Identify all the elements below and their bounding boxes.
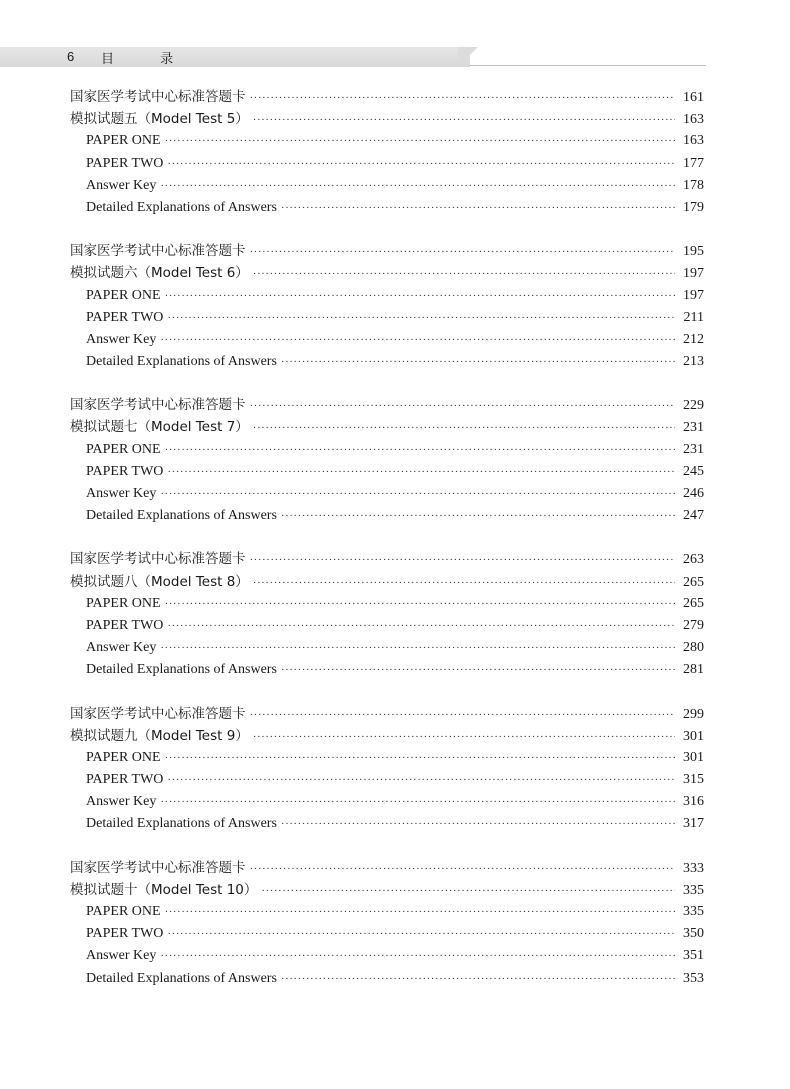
dot-leader bbox=[250, 395, 676, 417]
toc-entry-subitem[interactable] bbox=[70, 901, 704, 923]
toc-page-number: 279 bbox=[683, 617, 704, 633]
toc-entry-answer-card[interactable] bbox=[70, 703, 704, 725]
toc-entry-label: PAPER TWO bbox=[86, 155, 164, 171]
toc-section bbox=[70, 394, 704, 527]
toc-entry-subitem[interactable] bbox=[70, 923, 704, 945]
toc-entry-label: PAPER ONE bbox=[86, 749, 161, 765]
dot-leader bbox=[253, 109, 675, 131]
toc-entry-label: PAPER ONE bbox=[86, 904, 161, 919]
toc-entry-label: 模拟试题九（Model Test 9） bbox=[70, 727, 249, 744]
toc-entry-answer-card[interactable] bbox=[70, 86, 704, 108]
toc-entry-label: Detailed Explanations of Answers bbox=[86, 354, 277, 370]
toc-entry-subitem[interactable] bbox=[70, 593, 704, 615]
toc-entry-label: Detailed Explanations of Answers bbox=[86, 662, 277, 678]
toc-entry-label: PAPER TWO bbox=[86, 772, 164, 788]
toc-entry-subitem[interactable] bbox=[70, 813, 704, 835]
toc-page-number: 280 bbox=[683, 640, 704, 656]
toc-entry-answer-card[interactable] bbox=[70, 394, 704, 416]
toc-page-number: 299 bbox=[683, 706, 704, 722]
toc-entry-label: 国家医学考试中心标准答题卡 bbox=[70, 89, 246, 105]
toc-page-number: 231 bbox=[683, 420, 704, 436]
dot-leader bbox=[165, 747, 675, 769]
toc-entry-label: 模拟试题十（Model Test 10） bbox=[70, 881, 258, 898]
toc-entry-answer-card[interactable] bbox=[70, 240, 704, 262]
dot-leader bbox=[281, 813, 675, 835]
toc-entry-label: 国家医学考试中心标准答题卡 bbox=[70, 859, 246, 876]
toc-entry-subitem[interactable] bbox=[70, 153, 704, 175]
toc-entry-subitem[interactable] bbox=[70, 439, 704, 461]
dot-leader bbox=[253, 572, 675, 594]
toc-entry-label: Answer Key bbox=[86, 948, 157, 964]
toc-page-number: 178 bbox=[683, 177, 704, 193]
toc-entry-label: Answer Key bbox=[86, 486, 157, 501]
dot-leader bbox=[261, 880, 675, 902]
header-title: 目 录 bbox=[101, 52, 195, 67]
toc-entry-label: 模拟试题五（Model Test 5） bbox=[70, 111, 249, 128]
toc-page-number: 281 bbox=[683, 662, 704, 678]
dot-leader bbox=[160, 483, 675, 505]
dot-leader bbox=[253, 263, 675, 285]
dot-leader bbox=[165, 130, 675, 152]
toc-entry-subitem[interactable] bbox=[70, 769, 704, 791]
toc-entry-label: Answer Key bbox=[86, 177, 157, 193]
toc-page-number: 246 bbox=[683, 486, 704, 501]
toc-entry-subitem[interactable] bbox=[70, 659, 704, 681]
toc-entry-model-test[interactable] bbox=[70, 416, 704, 438]
toc-page-number: 265 bbox=[683, 574, 704, 590]
toc-entry-label: PAPER ONE bbox=[86, 287, 161, 303]
toc-page-number: 163 bbox=[683, 112, 704, 128]
toc-entry-label: Answer Key bbox=[86, 640, 157, 656]
dot-leader bbox=[165, 439, 675, 461]
toc-section bbox=[70, 240, 704, 373]
toc-page-number: 195 bbox=[683, 244, 704, 260]
toc-entry-label: 模拟试题七（Model Test 7） bbox=[70, 419, 249, 436]
toc-entry-subitem[interactable] bbox=[70, 747, 704, 769]
toc-entry-subitem[interactable] bbox=[70, 483, 704, 505]
toc-page-number: 301 bbox=[683, 749, 704, 765]
toc-page-number: 335 bbox=[683, 882, 704, 898]
toc-entry-model-test[interactable] bbox=[70, 571, 704, 593]
toc-entry-label: PAPER TWO bbox=[86, 617, 164, 633]
dot-leader bbox=[281, 197, 675, 219]
dot-leader bbox=[167, 153, 675, 175]
toc-page-number: 351 bbox=[683, 948, 704, 964]
dot-leader bbox=[281, 351, 675, 373]
toc-entry-subitem[interactable] bbox=[70, 130, 704, 152]
toc-entry-label: Detailed Explanations of Answers bbox=[86, 816, 277, 832]
table-of-contents bbox=[70, 86, 704, 1011]
toc-page-number: 229 bbox=[683, 398, 704, 414]
toc-entry-subitem[interactable] bbox=[70, 615, 704, 637]
dot-leader bbox=[250, 704, 676, 726]
dot-leader bbox=[250, 858, 676, 880]
toc-page-number: 197 bbox=[683, 287, 704, 303]
toc-entry-subitem[interactable] bbox=[70, 175, 704, 197]
dot-leader bbox=[160, 637, 675, 659]
toc-entry-subitem[interactable] bbox=[70, 351, 704, 373]
toc-entry-label: 国家医学考试中心标准答题卡 bbox=[70, 243, 246, 260]
dot-leader bbox=[250, 549, 676, 571]
dot-leader bbox=[167, 615, 675, 637]
dot-leader bbox=[167, 923, 675, 945]
dot-leader bbox=[250, 241, 676, 263]
toc-page-number: 177 bbox=[683, 155, 704, 171]
toc-section bbox=[70, 86, 704, 219]
header-band-tail bbox=[458, 47, 478, 67]
toc-page-number: 335 bbox=[683, 904, 704, 919]
toc-entry-label: PAPER TWO bbox=[86, 926, 164, 942]
toc-entry-label: PAPER TWO bbox=[86, 309, 164, 325]
dot-leader bbox=[253, 726, 675, 748]
toc-page-number: 301 bbox=[683, 728, 704, 744]
dot-leader bbox=[160, 175, 675, 197]
toc-entry-subitem[interactable] bbox=[70, 637, 704, 659]
toc-entry-model-test[interactable] bbox=[70, 108, 704, 130]
dot-leader bbox=[160, 945, 675, 967]
dot-leader bbox=[165, 593, 675, 615]
toc-entry-subitem[interactable] bbox=[70, 307, 704, 329]
dot-leader bbox=[281, 505, 675, 527]
toc-entry-label: Answer Key bbox=[86, 331, 157, 347]
toc-page-number: 245 bbox=[683, 463, 704, 479]
toc-page-number: 263 bbox=[683, 552, 704, 568]
toc-page-number: 316 bbox=[683, 794, 704, 810]
toc-entry-label: 国家医学考试中心标准答题卡 bbox=[70, 397, 246, 414]
toc-entry-subitem[interactable] bbox=[70, 285, 704, 307]
toc-entry-model-test[interactable] bbox=[70, 262, 704, 284]
toc-entry-label: Detailed Explanations of Answers bbox=[86, 508, 277, 524]
toc-page-number: 212 bbox=[683, 331, 704, 347]
page-header bbox=[0, 0, 790, 70]
toc-entry-answer-card[interactable] bbox=[70, 857, 704, 879]
toc-entry-model-test[interactable] bbox=[70, 725, 704, 747]
dot-leader bbox=[253, 417, 675, 439]
toc-page-number: 213 bbox=[683, 354, 704, 370]
toc-page-number: 179 bbox=[683, 199, 704, 215]
toc-section bbox=[70, 703, 704, 836]
toc-entry-subitem[interactable] bbox=[70, 968, 704, 990]
toc-entry-label: PAPER ONE bbox=[86, 133, 161, 149]
dot-leader bbox=[167, 769, 675, 791]
toc-section bbox=[70, 857, 704, 990]
toc-entry-label: Answer Key bbox=[86, 794, 157, 810]
toc-entry-label: PAPER ONE bbox=[86, 595, 161, 611]
toc-entry-label: Detailed Explanations of Answers bbox=[86, 199, 277, 215]
toc-entry-label: 模拟试题六（Model Test 6） bbox=[70, 265, 249, 282]
dot-leader bbox=[160, 791, 675, 813]
toc-entry-subitem[interactable] bbox=[70, 461, 704, 483]
dot-leader bbox=[281, 659, 675, 681]
toc-page-number: 265 bbox=[683, 595, 704, 611]
toc-entry-answer-card[interactable] bbox=[70, 548, 704, 570]
toc-entry-subitem[interactable] bbox=[70, 945, 704, 967]
toc-page-number: 161 bbox=[683, 90, 704, 105]
toc-entry-label: PAPER TWO bbox=[86, 463, 164, 479]
toc-page-number: 197 bbox=[683, 266, 704, 282]
toc-entry-subitem[interactable] bbox=[70, 197, 704, 219]
toc-page-number: 163 bbox=[683, 133, 704, 149]
toc-page-number: 211 bbox=[683, 309, 704, 325]
toc-entry-model-test[interactable] bbox=[70, 879, 704, 901]
dot-leader bbox=[165, 285, 675, 307]
toc-entry-subitem[interactable] bbox=[70, 791, 704, 813]
dot-leader bbox=[250, 87, 676, 109]
toc-page-number: 317 bbox=[683, 816, 704, 832]
toc-entry-label: 国家医学考试中心标准答题卡 bbox=[70, 551, 246, 568]
dot-leader bbox=[160, 329, 675, 351]
dot-leader bbox=[167, 461, 675, 483]
header-rule bbox=[470, 65, 706, 66]
toc-entry-label: Detailed Explanations of Answers bbox=[86, 970, 277, 986]
toc-entry-label: 国家医学考试中心标准答题卡 bbox=[70, 705, 246, 722]
toc-page-number: 231 bbox=[683, 441, 704, 457]
toc-page-number: 353 bbox=[683, 970, 704, 986]
toc-entry-subitem[interactable] bbox=[70, 329, 704, 351]
toc-entry-label: 模拟试题八（Model Test 8） bbox=[70, 573, 249, 590]
toc-page-number: 315 bbox=[683, 772, 704, 788]
toc-entry-subitem[interactable] bbox=[70, 505, 704, 527]
dot-leader bbox=[281, 968, 675, 990]
toc-page-number: 247 bbox=[683, 508, 704, 524]
toc-section bbox=[70, 548, 704, 681]
toc-page-number: 333 bbox=[683, 860, 704, 876]
toc-entry-label: PAPER ONE bbox=[86, 441, 161, 457]
toc-page-number: 350 bbox=[683, 926, 704, 942]
dot-leader bbox=[165, 901, 675, 923]
page-number: 6 bbox=[67, 49, 75, 64]
dot-leader bbox=[167, 307, 675, 329]
